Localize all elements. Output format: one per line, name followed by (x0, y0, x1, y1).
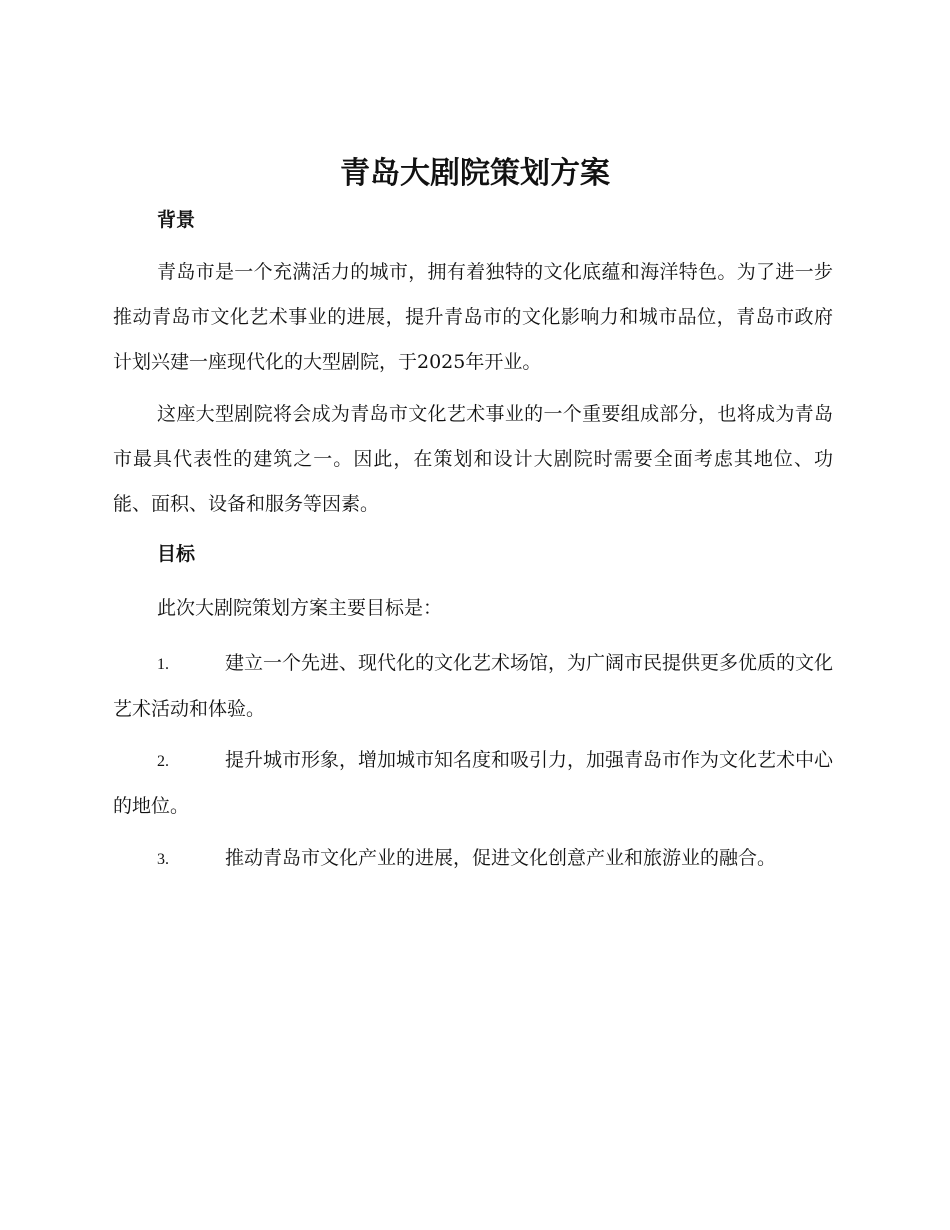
background-paragraph-1: 青岛市是一个充满活力的城市，拥有着独特的文化底蕴和海洋特色。为了进一步推动青岛市文化艺术事业的进展，提升青岛市的文化影响力和城市品位，青岛市政府计划兴建一座现代化的大型剧院，于2025年开业。 (113, 261, 833, 373)
list-number: 1. (157, 656, 169, 673)
section-heading-background: 背景 (157, 209, 196, 231)
list-item-text: 建立一个先进、现代化的文化艺术场馆，为广阔市民提供更多优质的文化艺术活动和体验。 (113, 652, 834, 720)
document-title: 青岛大剧院策划方案 (340, 156, 610, 191)
goal-list-item-1 (113, 641, 833, 732)
section-heading-goals: 目标 (157, 543, 196, 565)
background-paragraph-2: 这座大型剧院将会成为青岛市文化艺术事业的一个重要组成部分，也将成为青岛市最具代表性的建筑之一。因此，在策划和设计大剧院时需要全面考虑其地位、功能、面积、设备和服务等因素。 (113, 403, 833, 515)
list-item-text: 推动青岛市文化产业的进展，促进文化创意产业和旅游业的融合。 (225, 847, 777, 869)
goals-intro: 此次大剧院策划方案主要目标是： (157, 597, 443, 619)
list-number: 3. (157, 851, 169, 868)
goal-list-item-2 (113, 738, 833, 829)
goal-list-item-3 (113, 836, 833, 882)
list-item-text: 提升城市形象，增加城市知名度和吸引力，加强青岛市作为文化艺术中心的地位。 (113, 749, 834, 817)
list-number: 2. (157, 753, 169, 770)
